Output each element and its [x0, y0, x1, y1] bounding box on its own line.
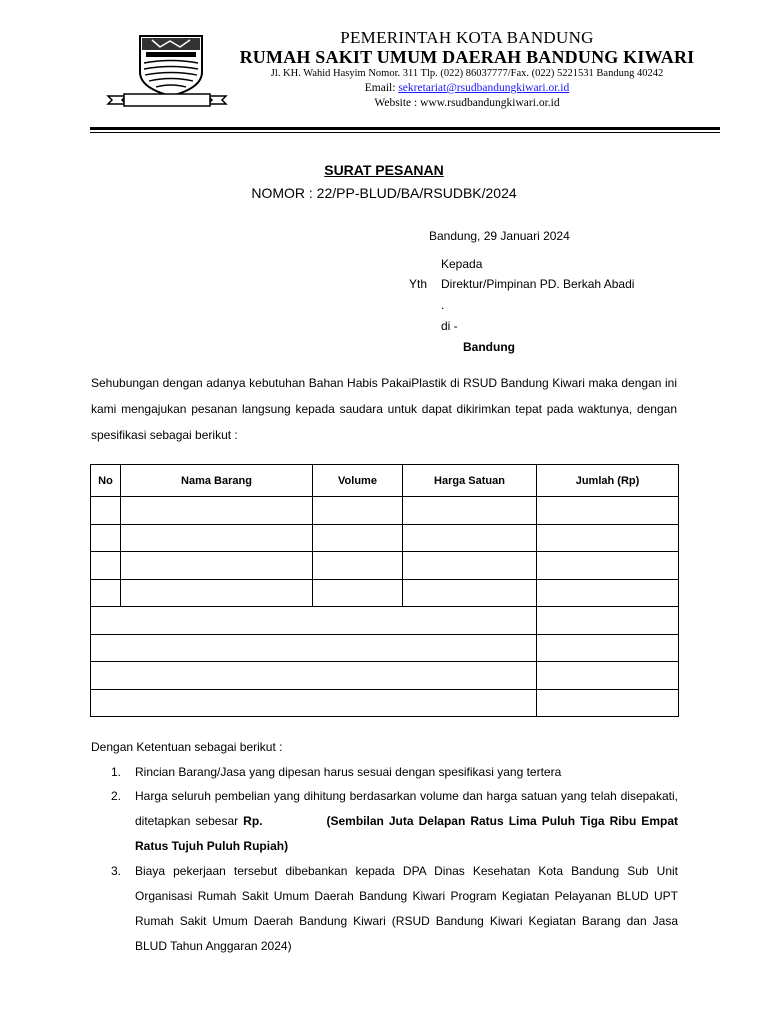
cell — [121, 497, 313, 525]
hospital-address: Jl. KH. Wahid Hasyim Nomor. 311 Tlp. (022) 86037777/Fax. (022) 5221531 Bandung 40242 — [270, 68, 664, 79]
term-number: 2. — [111, 789, 122, 803]
header-volume: Volume — [313, 465, 403, 497]
header-rule-thin — [90, 132, 720, 133]
hospital-name: RUMAH SAKIT UMUM DAERAH BANDUNG KIWARI — [239, 47, 695, 67]
cell — [403, 579, 537, 607]
term-number: 3. — [111, 864, 122, 878]
letter-date: Bandung, 29 Januari 2024 — [429, 229, 570, 243]
cell — [313, 552, 403, 580]
recipient-city: Bandung — [463, 340, 515, 354]
cell — [403, 552, 537, 580]
government-name: PEMERINTAH KOTA BANDUNG — [340, 28, 594, 47]
amount-label: Rp. — [243, 814, 263, 828]
table-row — [91, 552, 679, 580]
header-item-name: Nama Barang — [121, 465, 313, 497]
table-row — [91, 579, 679, 607]
letter-number: NOMOR : 22/PP-BLUD/BA/RSUDBK/2024 — [251, 185, 517, 201]
cell — [91, 524, 121, 552]
recipient-dot: . — [441, 298, 445, 312]
di-label: di - — [441, 319, 458, 333]
cell — [91, 579, 121, 607]
header-rule-thick — [90, 127, 720, 130]
header-unit-price: Harga Satuan — [403, 465, 537, 497]
summary-value-cell — [537, 662, 679, 690]
intro-paragraph: Sehubungan dengan adanya kebutuhan Bahan Habis PakaiPlastik di RSUD Bandung Kiwari maka dengan ini kami mengajukan pesanan langsung kepada saudara untuk dapat dikirimkan tepat pada waktunya, dengan spesifikasi sebagai berikut : — [91, 376, 677, 442]
summary-value-cell — [537, 607, 679, 635]
table-header-row — [91, 465, 679, 497]
recipient-name: Direktur/Pimpinan PD. Berkah Abadi — [441, 277, 635, 291]
summary-row — [91, 689, 679, 717]
summary-row — [91, 607, 679, 635]
table-row — [91, 497, 679, 525]
terms-intro: Dengan Ketentuan sebagai berikut : — [91, 740, 283, 754]
email-line — [236, 82, 698, 94]
letter-title: SURAT PESANAN — [324, 162, 444, 178]
term-text: Biaya pekerjaan tersebut dibebankan kepada DPA Dinas Kesehatan Kota Bandung Sub Unit Organisasi Rumah Sakit Umum Daerah Bandung Kiwari Program Kegiatan Pelayanan BLUD UPT Rumah Sakit Umum Daerah Bandung Kiwari (RSUD Bandung Kiwari Kegiatan Barang dan Jasa BLUD Tahun Anggaran 2024) — [135, 864, 678, 953]
header-no: No — [91, 465, 121, 497]
cell — [537, 552, 679, 580]
cell — [313, 579, 403, 607]
cell — [313, 524, 403, 552]
summary-value-cell — [537, 689, 679, 717]
kepada-label: Kepada — [441, 257, 483, 271]
cell — [91, 552, 121, 580]
term-text: Rincian Barang/Jasa yang dipesan harus sesuai dengan spesifikasi yang tertera — [135, 765, 562, 779]
yth-label: Yth — [409, 277, 428, 291]
order-table — [90, 464, 679, 717]
cell — [121, 552, 313, 580]
summary-label-cell — [91, 689, 537, 717]
cell — [121, 579, 313, 607]
cell — [313, 497, 403, 525]
term-text — [135, 784, 678, 859]
amount-in-words: (Sembilan Juta Delapan Ratus Lima Puluh Tiga Ribu Empat Ratus Tujuh Puluh Rupiah) — [135, 814, 678, 853]
cell — [537, 524, 679, 552]
email-link[interactable]: sekretariat@rsudbandungkiwari.or.id — [398, 82, 570, 94]
cell — [91, 497, 121, 525]
term-text-before: Harga seluruh pembelian yang dihitung berdasarkan volume dan harga satuan yang telah disepakati, ditetapkan sebesar — [135, 789, 678, 828]
header-total: Jumlah (Rp) — [537, 465, 679, 497]
city-emblem-logo — [104, 30, 230, 110]
summary-row — [91, 662, 679, 690]
term-number: 1. — [111, 765, 122, 779]
website-line: Website : www.rsudbandungkiwari.or.id — [374, 97, 560, 109]
summary-label-cell — [91, 607, 537, 635]
cell — [537, 497, 679, 525]
email-label: Email: — [364, 82, 396, 94]
cell — [537, 579, 679, 607]
summary-label-cell — [91, 662, 537, 690]
summary-row — [91, 634, 679, 662]
cell — [403, 524, 537, 552]
cell — [121, 524, 313, 552]
cell — [403, 497, 537, 525]
summary-value-cell — [537, 634, 679, 662]
summary-label-cell — [91, 634, 537, 662]
table-row — [91, 524, 679, 552]
